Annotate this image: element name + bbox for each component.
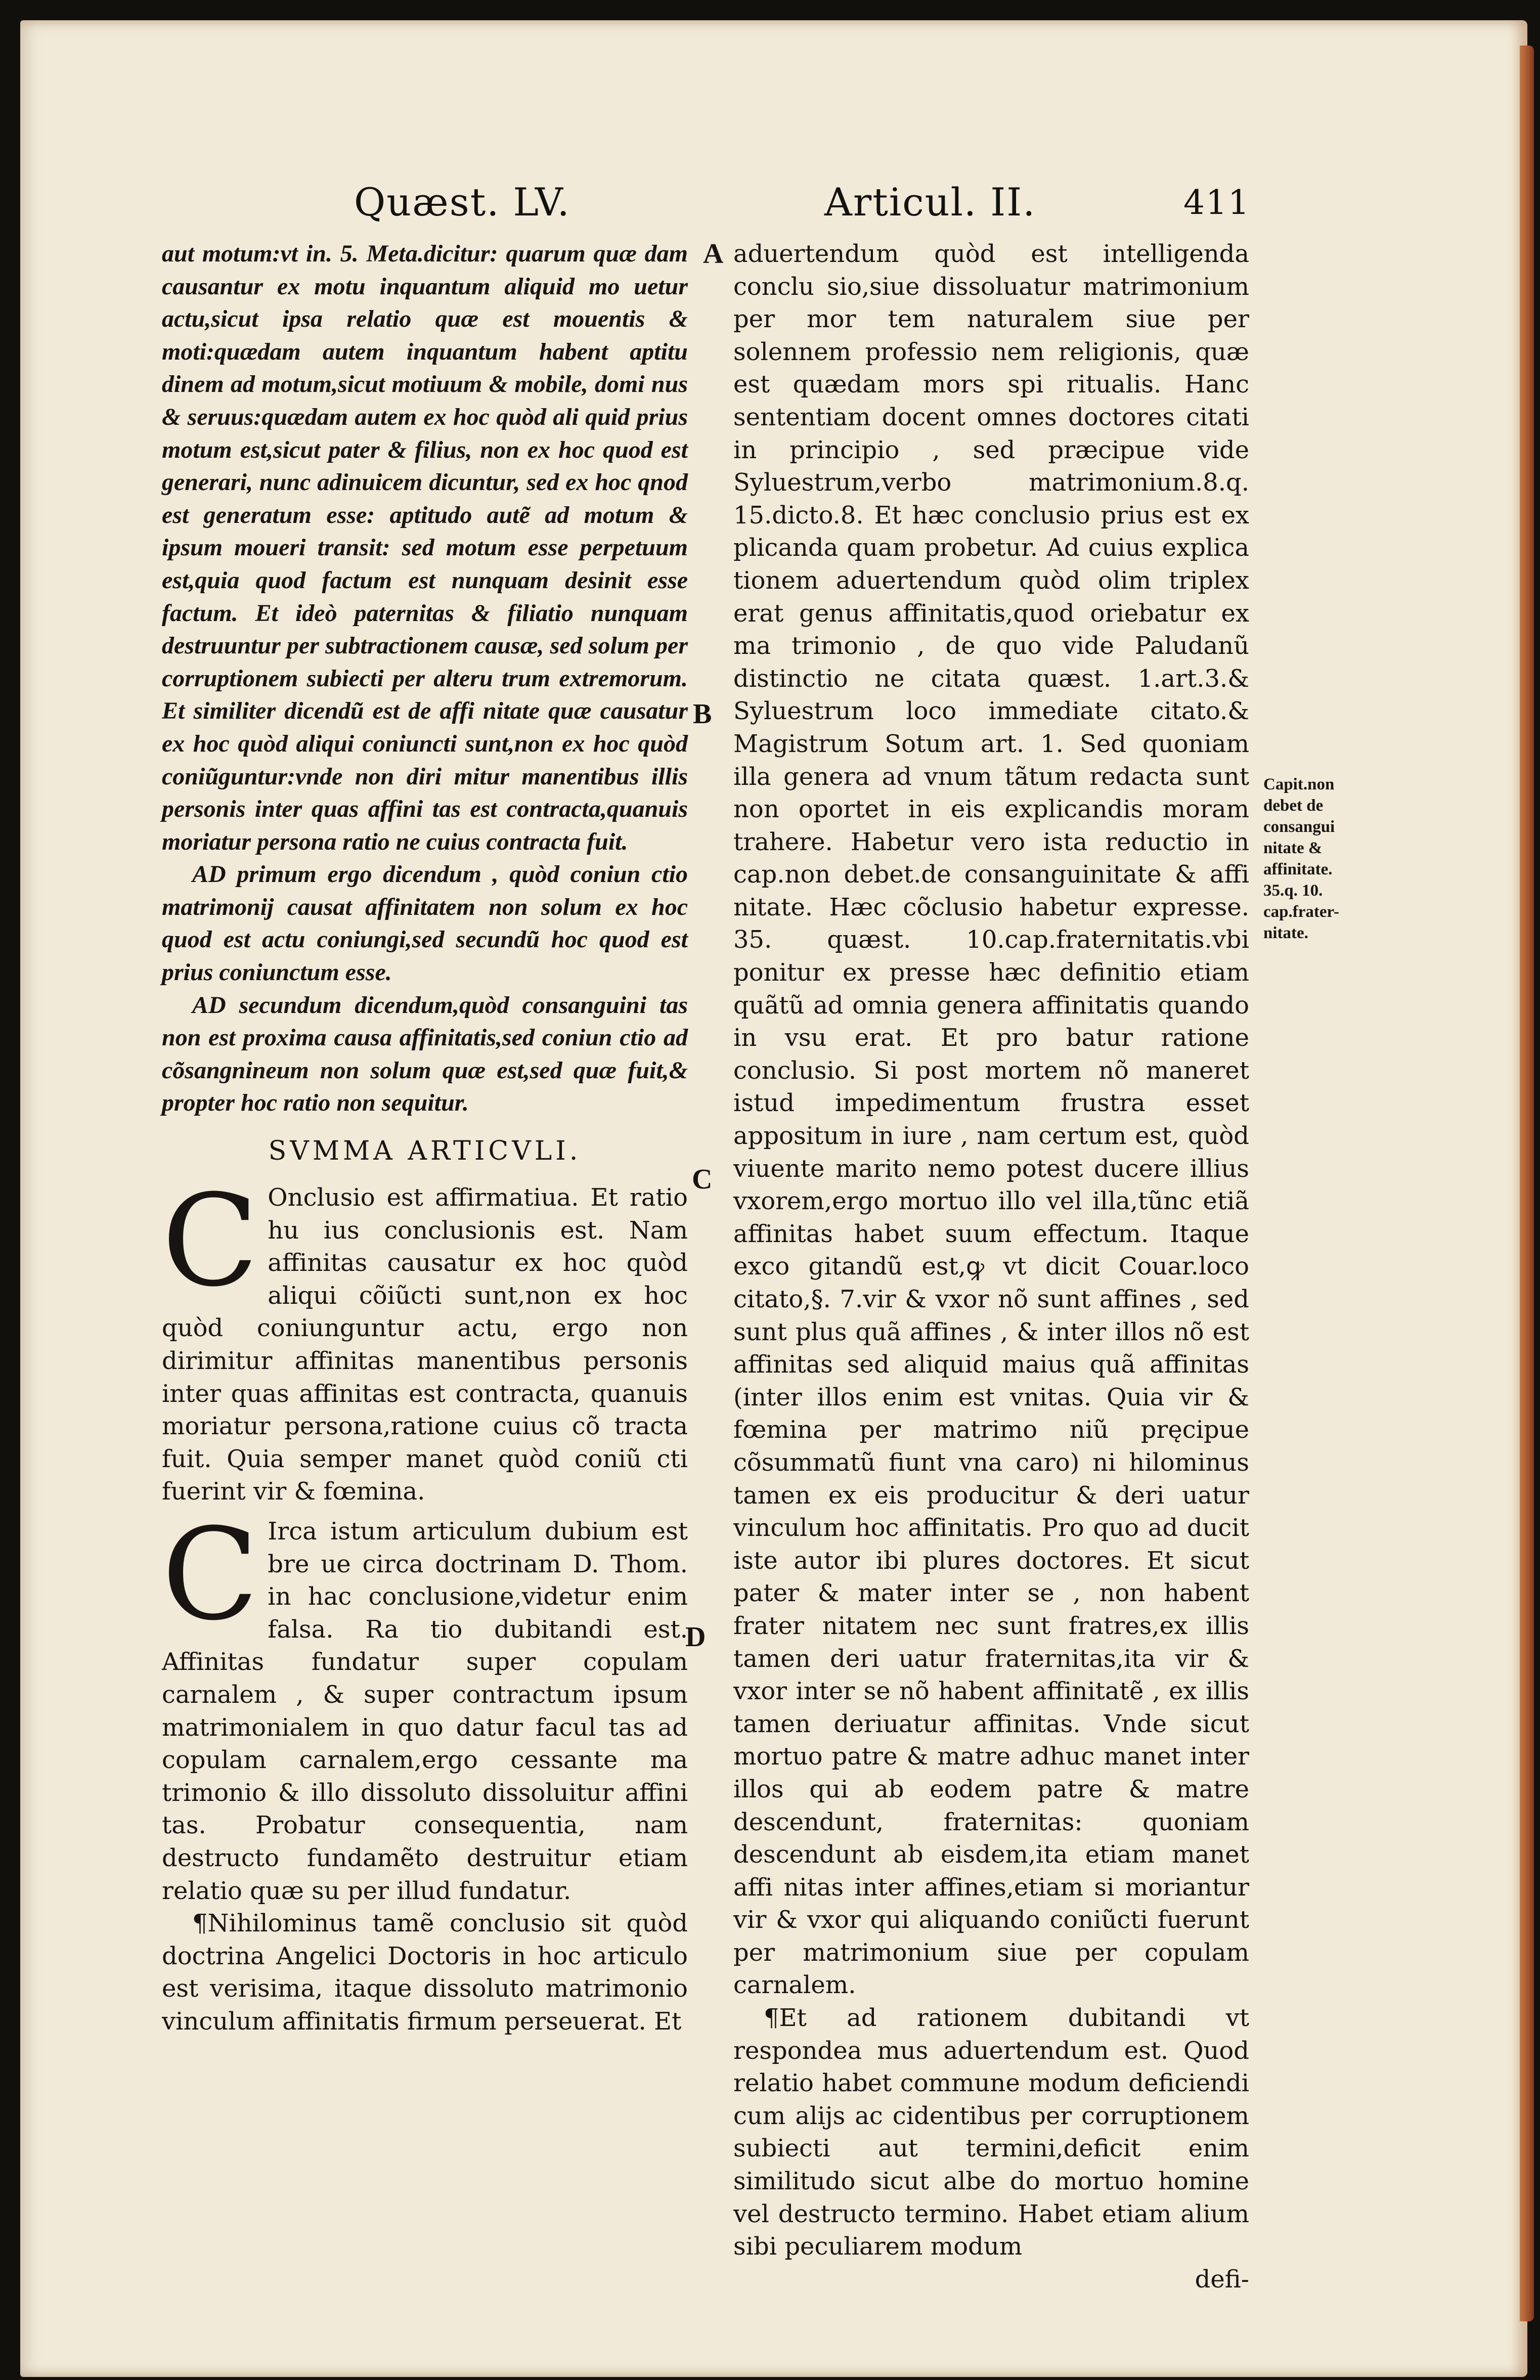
right-column bbox=[733, 238, 1249, 2296]
marginal-note-line: consangui bbox=[1263, 818, 1335, 836]
ad-secundum-text: AD secundum dicendum,quòd consanguini tas non est proxima causa affinitatis,sed coniun ctio ad cõsangnineum non solum quæ est,sed quæ fuit,& propter hoc ratio non sequitur. bbox=[162, 991, 688, 1117]
marginal-note-line: Capit.non bbox=[1263, 775, 1335, 794]
conclusio-text: Onclusio est affirmatiua. Et ratio hu ius conclusionis est. Nam affinitas causatur ex hoc quòd aliqui cõiũcti sunt,non ex hoc quòd coniunguntur actu, ergo non dirimitur affinitas manentibus personis inter quas affinitas est contracta, quanuis moriatur persona,ratione cuius cõ tracta fuit. Quia semper manet quòd coniũ cti fuerint vir & fœmina. bbox=[162, 1183, 688, 1506]
marginal-note-line: nitate. bbox=[1263, 924, 1308, 942]
section-letter-b: B bbox=[693, 698, 712, 730]
marginal-note-line: 35.q. 10. bbox=[1263, 882, 1323, 900]
section-letter-d: D bbox=[685, 1621, 706, 1653]
catchword: defi- bbox=[1195, 2265, 1249, 2294]
running-head-right: Articul. II. bbox=[824, 180, 1036, 225]
circa-paragraph bbox=[162, 1501, 688, 1907]
marginal-note-line: nitate & bbox=[1263, 839, 1323, 857]
commentary-text: aut motum:vt in. 5. Meta.dicitur: quarum quæ dam causantur ex motu inquantum aliquid mo uetur actu,sicut ipsa relatio quæ est mouentis & moti:quædam autem inquantum habent aptitu dinem ad motum,sicut motiuum & mobile, domi nus & seruus:quædam autem ex hoc quòd ali quid prius motum est,sicut pater & filius, non ex hoc quod est generari, nunc adinuicem dicuntur, sed ex hoc qnod est generatum esse: aptitudo autẽ ad motum & ipsum moueri transit: sed motum esse perpetuum est,quia quod factum est nunquam desinit esse factum. Et ideò paternitas & filiatio nunquam destruuntur per subtractionem causæ, sed solum per corruptionem subiecti per alteru trum extremorum. Et similiter dicendũ est de affi nitate quæ causatur ex hoc quòd aliqui coniuncti sunt,non ex hoc quòd coniũguntur:vnde non diri mitur manentibus illis personis inter quas affini tas est contracta,quanuis moriatur persona ratio ne cuius contracta fuit. bbox=[162, 240, 688, 855]
conclusio-paragraph bbox=[162, 1167, 688, 1508]
marginal-note-line: debet de bbox=[1263, 797, 1324, 815]
page-edge bbox=[1520, 46, 1534, 2321]
section-letter-c: C bbox=[692, 1164, 713, 1195]
ad-primum-text: AD primum ergo dicendum , quòd coniun ctio matrimonij causat affinitatem non solum ex hoc quod est actu coniungi,sed secundũ hoc quod est prius coniunctum esse. bbox=[162, 861, 688, 986]
left-column bbox=[162, 238, 688, 2038]
drop-cap-c: C bbox=[162, 1167, 259, 1315]
page-number: 411 bbox=[1183, 183, 1250, 222]
marginal-note-line: cap.frater- bbox=[1263, 903, 1339, 921]
right-column-text: aduertendum quòd est intelligenda conclu sio,siue dissoluatur matrimonium per mor tem naturalem siue per solennem professio nem religionis, quæ est quædam mors spi ritualis. Hanc sententiam docent omnes doctores citati in principio , sed præcipue vide Syluestrum,verbo matrimonium.8.q. 15.dicto.8. Et hæc conclusio prius est ex plicanda quam probetur. Ad cuius explica tionem aduertendum quòd olim triplex erat genus affinitatis,quod oriebatur ex ma trimonio , de quo vide Paludanũ distinctio ne citata quæst. 1.art.3.& Syluestrum loco immediate citato.& Magistrum Sotum art. 1. Sed quoniam illa genera ad vnum tãtum redacta sunt non oportet in eis explicandis moram trahere. Habetur vero ista reductio in cap.non debet.de consanguinitate & affi nitate. Hæc cõclusio habetur expresse. 35. quæst. 10.cap.fraternitatis.vbi ponitur ex presse hæc definitio etiam quãtũ ad omnia genera affinitatis quando in vsu erat. Et pro batur ratione conclusio. Si post mortem nõ maneret istud impedimentum frustra esset appositum in iure , nam certum est, quòd viuente marito nemo potest ducere illius vxorem,ergo mortuo illo vel illa,tũnc etiã affinitas habet suum effectum. Itaque exco gitandũ est,ꝙ vt dicit Couar.loco citato,§. 7.vir & vxor nõ sunt affines , sed sunt plus quã affines , & inter illos nõ est affinitas sed aliquid maius quã affinitas (inter illos enim est vnitas. Quia vir & fœmina per matrimo niũ pręcipue cõsummatũ fiunt vna caro) ni hilominus tamen ex eis producitur & deri uatur vinculum hoc affinitatis. Pro quo ad ducit iste autor ibi plures doctores. Et sicut pater & mater inter se , non habent frater nitatem nec sunt fratres,ex illis tamen deri uatur fraternitas,ita vir & vxor inter se nõ habent affinitatẽ , ex illis tamen deriuatur affinitas. Vnde sicut mortuo patre & matre adhuc manet inter illos qui ab eodem patre & matre descendunt, fraternitas: quoniam descendunt ab eisdem,ita etiam manet affi nitas inter affines,etiam si moriantur vir & vxor qui aliquando coniũcti fuerunt per matrimonium siue per copulam carnalem. bbox=[733, 240, 1249, 2000]
drop-cap-c-2: C bbox=[162, 1501, 259, 1648]
marginal-note-line: affinitate. bbox=[1263, 860, 1333, 878]
section-letter-a: A bbox=[703, 238, 724, 270]
marginal-note bbox=[1263, 774, 1344, 944]
et-ad-rationem-text: ¶Et ad rationem dubitandi vt respondea mus aduertendum est. Quod relatio habet commune modum deficiendi cum alijs ac cidentibus per corruptionem subiecti aut termini,deficit enim similitudo sicut albe do mortuo homine vel destructo termino. Habet etiam alium sibi peculiarem modum bbox=[733, 2004, 1249, 2261]
circa-text: Irca istum articulum dubium est bre ue circa doctrinam D. Thom. in hac conclusione,videtur enim falsa. Ra tio dubitandi est. Affinitas fundatur super copulam carnalem , & super contractum ipsum matrimonialem in quo datur facul tas ad copulam carnalem,ergo cessante ma trimonio & illo dissoluto dissoluitur affini tas. Probatur consequentia, nam destructo fundamẽto destruitur etiam relatio quæ su per illud fundatur. bbox=[162, 1517, 688, 1905]
running-head-left: Quæst. LV. bbox=[354, 180, 570, 225]
summa-articuli-heading: SVMMA ARTICVLI. bbox=[268, 1136, 582, 1167]
nihilominus-text: ¶Nihilominus tamẽ conclusio sit quòd doctrina Angelici Doctoris in hoc articulo est verisima, itaque dissoluto matrimonio vinculum affinitatis firmum perseuerat. Et bbox=[162, 1909, 688, 2036]
